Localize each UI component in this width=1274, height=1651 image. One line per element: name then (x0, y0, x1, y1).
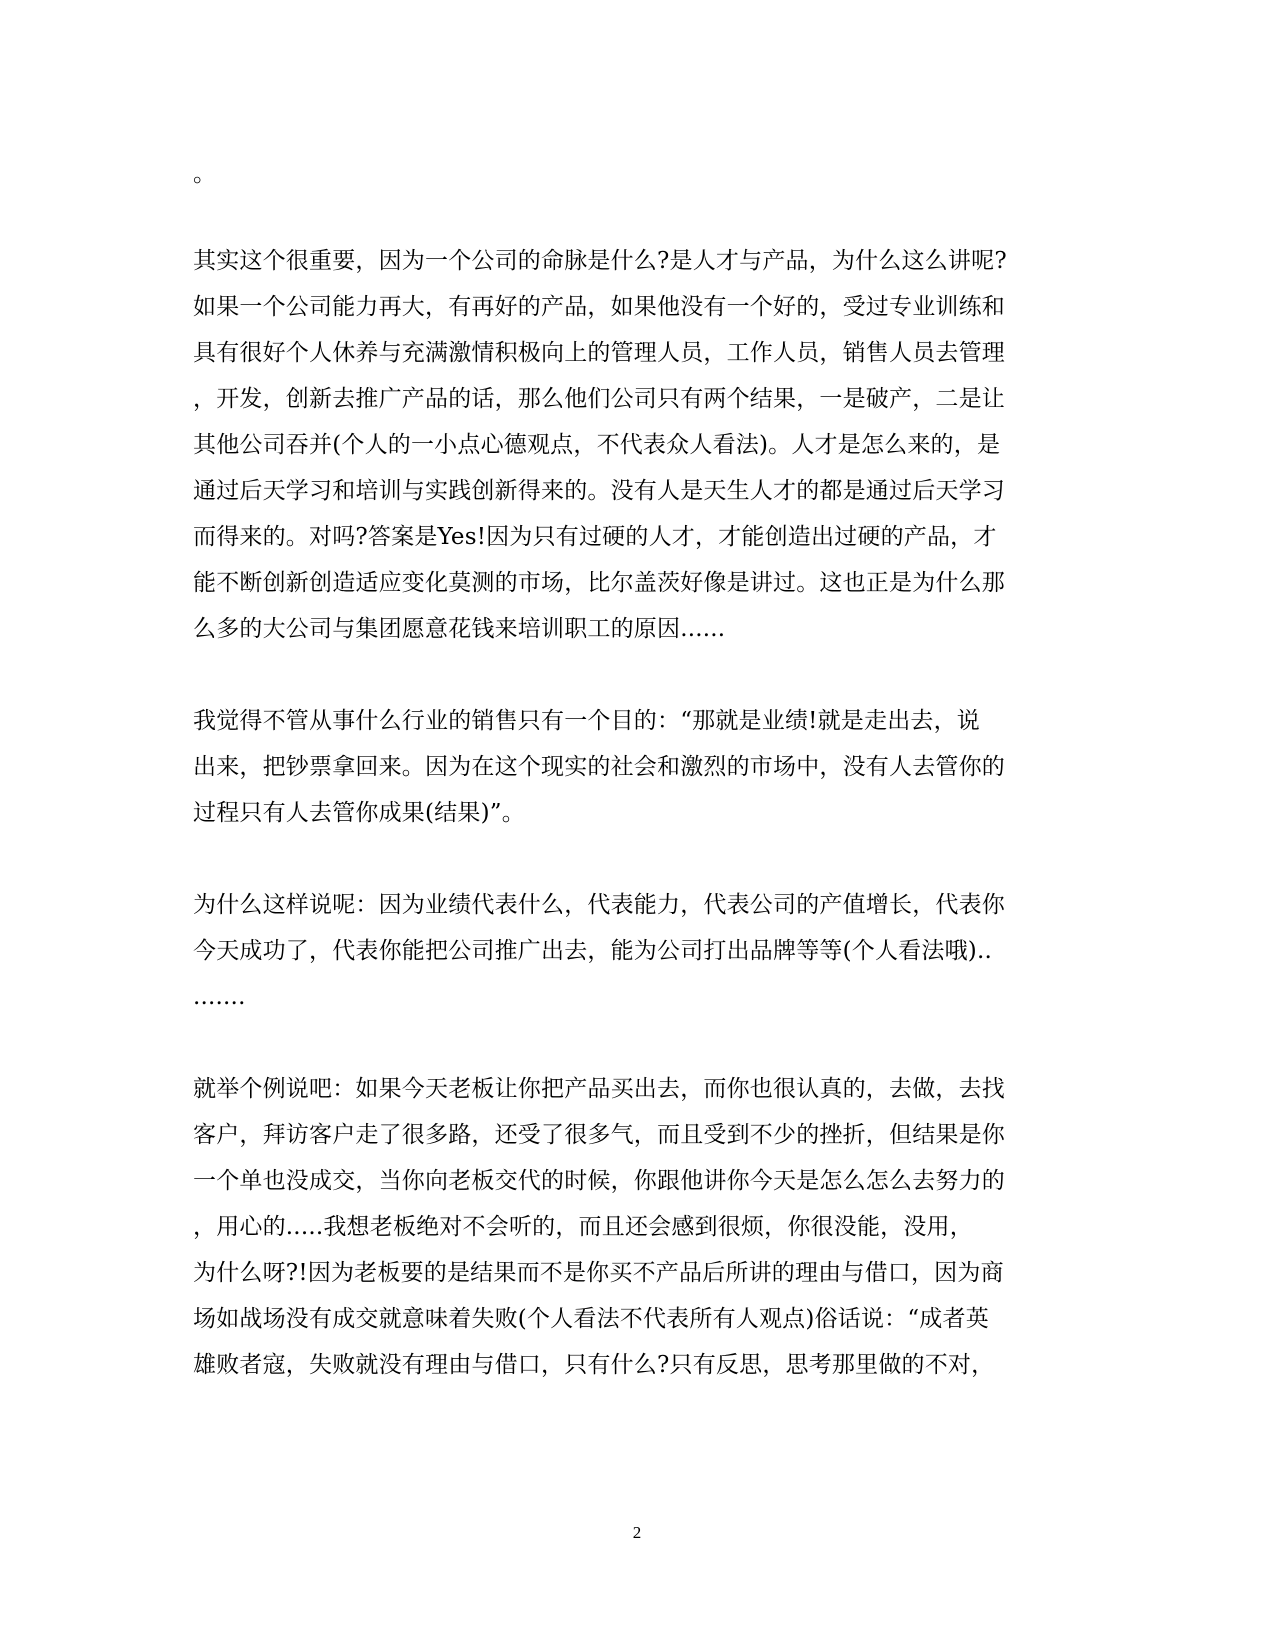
lead-mark: 。 (193, 161, 217, 187)
paragraph-line: 能不断创新创造适应变化莫测的市场，比尔盖茨好像是讲过。这也正是为什么那 (193, 570, 1005, 596)
paragraph-line: 我觉得不管从事什么行业的销售只有一个目的：“那就是业绩!就是走出去，说 (193, 708, 981, 734)
paragraph-line: 如果一个公司能力再大，有再好的产品，如果他没有一个好的，受过专业训练和 (193, 294, 1005, 320)
paragraph-line: 雄败者寇，失败就没有理由与借口，只有什么?只有反思，思考那里做的不对， (193, 1352, 995, 1378)
paragraph-line: 通过后天学习和培训与实践创新得来的。没有人是天生人才的都是通过后天学习 (193, 478, 1005, 504)
paragraph-line: 其实这个很重要，因为一个公司的命脉是什么?是人才与产品，为什么这么讲呢? (193, 248, 1007, 274)
paragraph-line: 今天成功了，代表你能把公司推广出去，能为公司打出品牌等等(个人看法哦).. (193, 938, 992, 964)
paragraph-line: 而得来的。对吗?答案是Yes!因为只有过硬的人才，才能创造出过硬的产品，才 (193, 524, 997, 550)
paragraph-line: 过程只有人去管你成果(结果)”。 (193, 800, 525, 826)
page-number: 2 (632, 1523, 642, 1542)
paragraph-line: 就举个例说吧：如果今天老板让你把产品买出去，而你也很认真的，去做，去找 (193, 1076, 1005, 1102)
paragraph-line: 场如战场没有成交就意味着失败(个人看法不代表所有人观点)俗话说：“成者英 (193, 1306, 989, 1332)
paragraph-line: 么多的大公司与集团愿意花钱来培训职工的原因...... (193, 616, 726, 642)
paragraph-line: 客户，拜访客户走了很多路，还受了很多气，而且受到不少的挫折，但结果是你 (193, 1122, 1005, 1148)
paragraph-line: 具有很好个人休养与充满激情积极向上的管理人员，工作人员，销售人员去管理 (193, 340, 1005, 366)
paragraph-line: 其他公司吞并(个人的一小点心德观点，不代表众人看法)。人才是怎么来的，是 (193, 432, 1001, 458)
paragraph-line: ，开发，创新去推广产品的话，那么他们公司只有两个结果，一是破产，二是让 (193, 386, 1005, 412)
paragraph-line: 为什么呀?!因为老板要的是结果而不是你买不产品后所讲的理由与借口，因为商 (193, 1260, 1004, 1286)
paragraph-line: ，用心的.....我想老板绝对不会听的，而且还会感到很烦，你很没能，没用， (193, 1214, 973, 1240)
paragraph-line: 一个单也没成交，当你向老板交代的时候，你跟他讲你今天是怎么怎么去努力的 (193, 1168, 1005, 1194)
paragraph-line: 出来，把钞票拿回来。因为在这个现实的社会和激烈的市场中，没有人去管你的 (193, 754, 1005, 780)
paragraph-line: 为什么这样说呢：因为业绩代表什么，代表能力，代表公司的产值增长，代表你 (193, 892, 1005, 918)
paragraph-line: ....... (193, 984, 246, 1010)
